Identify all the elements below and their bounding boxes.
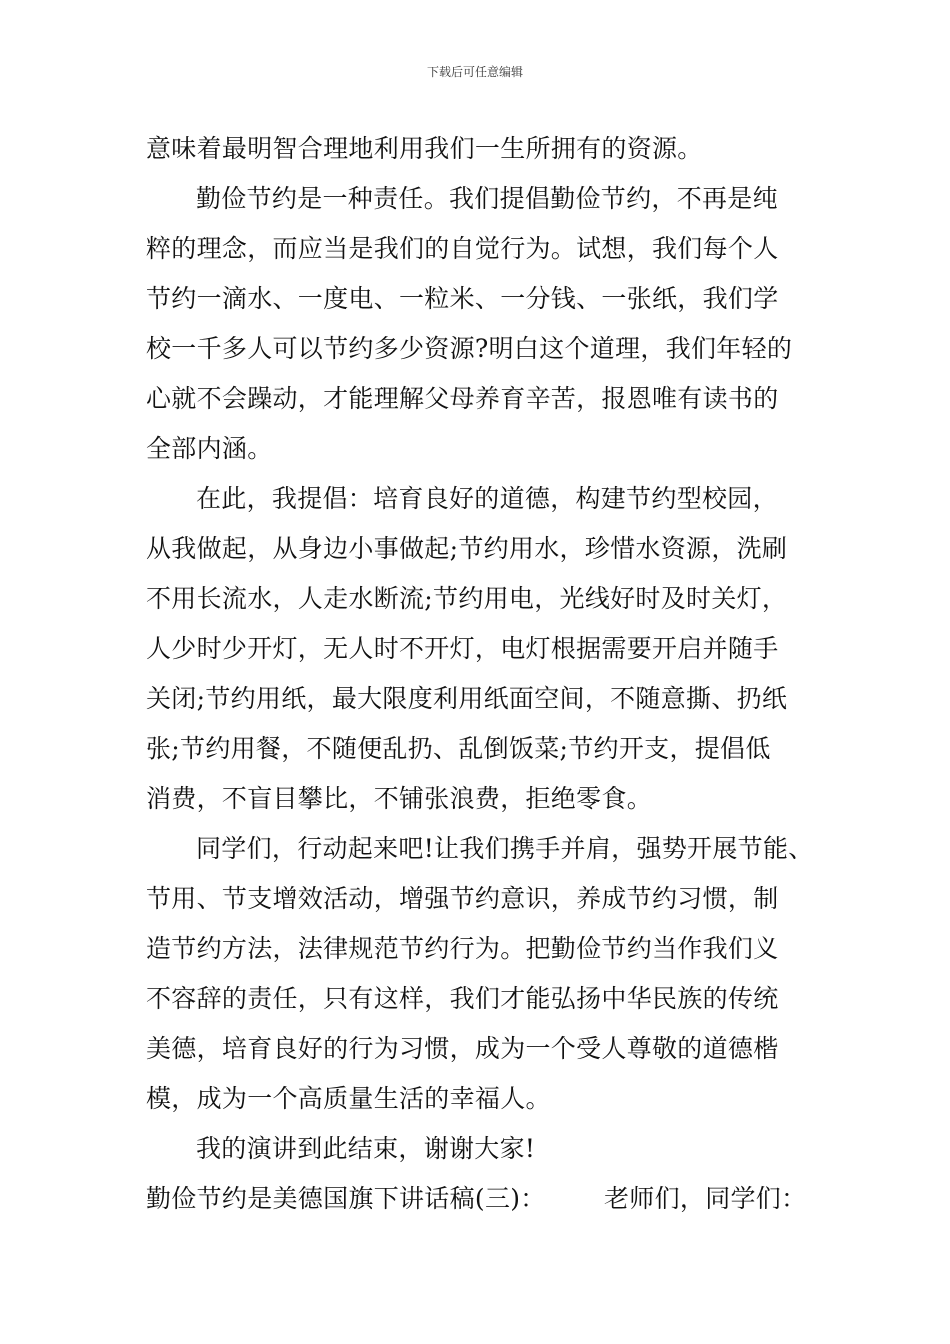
text-line: 消费，不盲目攀比，不铺张浪费，拒绝零食。 (146, 784, 653, 813)
paragraph-first-line: 同学们，行动起来吧!让我们携手并肩，强势开展节能、 (196, 834, 814, 863)
text-line: 关闭;节约用纸，最大限度利用纸面空间，不随意撕、扔纸 (146, 684, 788, 713)
text-line: 模，成为一个高质量生活的幸福人。 (146, 1084, 551, 1113)
text-line: 粹的理念，而应当是我们的自觉行为。试想，我们每个人 (146, 234, 779, 263)
text-line: 全部内涵。 (146, 434, 273, 463)
page-header-note: 下载后可任意编辑 (426, 65, 523, 79)
paragraph-first-line: 在此，我提倡：培育良好的道德，构建节约型校园， (196, 484, 778, 513)
text-line: 校一千多人可以节约多少资源?明白这个道理，我们年轻的 (146, 334, 793, 363)
text-line: 美德，培育良好的行为习惯，成为一个受人尊敬的道德楷 (146, 1034, 779, 1063)
text-line: 造节约方法，法律规范节约行为。把勤俭节约当作我们义 (146, 934, 779, 963)
closing-remark: 我的演讲到此结束，谢谢大家! (196, 1134, 536, 1163)
text-line: 节约一滴水、一度电、一粒米、一分钱、一张纸，我们学 (146, 284, 779, 313)
text-line: 心就不会躁动，才能理解父母养育辛苦，报恩唯有读书的 (146, 384, 779, 413)
next-speech-line (146, 1174, 816, 1224)
speech-salutation: 老师们，同学们： (604, 1184, 807, 1213)
text-line: 人少时少开灯，无人时不开灯，电灯根据需要开启并随手 (146, 634, 779, 663)
paragraph-first-line: 勤俭节约是一种责任。我们提倡勤俭节约，不再是纯 (196, 184, 778, 213)
text-line: 不用长流水，人走水断流;节约用电，光线好时及时关灯， (146, 584, 788, 613)
text-line: 意味着最明智合理地利用我们一生所拥有的资源。 (146, 134, 703, 163)
text-line: 不容辞的责任，只有这样，我们才能弘扬中华民族的传统 (146, 984, 779, 1013)
next-speech-title: 勤俭节约是美德国旗下讲话稿(三)： (146, 1184, 546, 1213)
text-line: 张;节约用餐，不随便乱扔、乱倒饭菜;节约开支，提倡低 (146, 734, 771, 763)
text-line: 从我做起，从身边小事做起;节约用水，珍惜水资源，洗刷 (146, 534, 788, 563)
text-line: 节用、节支增效活动，增强节约意识，养成节约习惯，制 (146, 884, 779, 913)
document-body (146, 124, 816, 1224)
